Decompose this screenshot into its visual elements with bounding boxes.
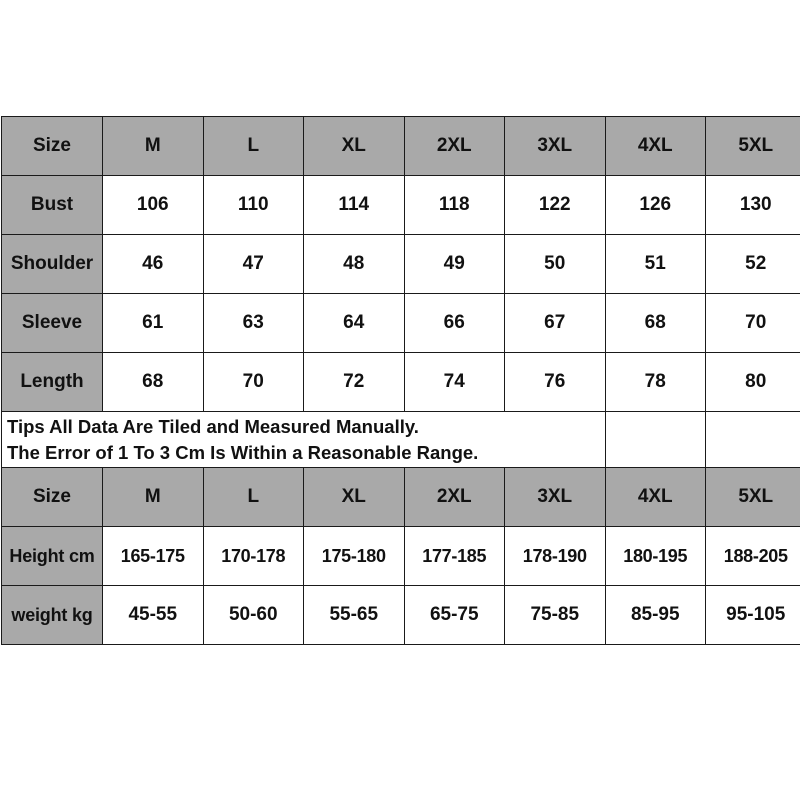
table-cell: 51 [605,235,706,294]
tips-line-1: Tips All Data Are Tiled and Measured Manually. [7,416,419,437]
table-cell: 170-178 [203,527,304,586]
table-cell: 67 [505,294,606,353]
sleeve-row [2,294,800,353]
table-cell: 70 [203,353,304,412]
table-cell: 80 [706,353,800,412]
table-cell: 165-175 [103,527,204,586]
size-header-cell: 5XL [706,468,800,527]
table-cell: 180-195 [605,527,706,586]
table-cell: 68 [605,294,706,353]
size-header-cell: M [103,117,204,176]
table-cell: 175-180 [304,527,405,586]
table-cell: 178-190 [505,527,606,586]
table-cell: 130 [706,176,800,235]
tips-row [2,412,800,469]
table-cell: 110 [203,176,304,235]
table-cell: 78 [605,353,706,412]
table-cell: 64 [304,294,405,353]
size-header-label: Size [2,468,103,527]
row-label: Sleeve [2,294,103,353]
length-row [2,353,800,412]
empty-cell [706,412,800,469]
table-cell: 49 [404,235,505,294]
height-row [2,527,800,586]
table-cell: 114 [304,176,405,235]
table-cell: 61 [103,294,204,353]
table-cell: 45-55 [103,586,204,645]
size-header-row [2,117,800,176]
table-cell: 72 [304,353,405,412]
shoulder-row [2,235,800,294]
size-header-cell: 4XL [605,117,706,176]
size-header-cell: XL [304,468,405,527]
table-cell: 118 [404,176,505,235]
table-cell: 122 [505,176,606,235]
table-cell: 50 [505,235,606,294]
size-header-cell: XL [304,117,405,176]
size-header-cell: 5XL [706,117,800,176]
row-label: Bust [2,176,103,235]
tips-line-2: The Error of 1 To 3 Cm Is Within a Reasonable Range. [7,442,479,463]
table-cell: 46 [103,235,204,294]
size-header-cell: L [203,117,304,176]
size-header-cell: 3XL [505,468,606,527]
table-cell: 106 [103,176,204,235]
table-cell: 55-65 [304,586,405,645]
bust-row [2,176,800,235]
size-header-label: Size [2,117,103,176]
table-cell: 52 [706,235,800,294]
table-cell: 76 [505,353,606,412]
table-cell: 50-60 [203,586,304,645]
measurement-table [1,116,800,469]
table-cell: 63 [203,294,304,353]
table-cell: 48 [304,235,405,294]
size-header-cell: 4XL [605,468,706,527]
table-cell: 70 [706,294,800,353]
row-label: weight kg [2,586,103,645]
row-label: Height cm [2,527,103,586]
row-label: Shoulder [2,235,103,294]
table-cell: 74 [404,353,505,412]
table-cell: 85-95 [605,586,706,645]
empty-cell [605,412,706,469]
table-cell: 47 [203,235,304,294]
tips-note [2,412,606,469]
table-cell: 188-205 [706,527,800,586]
size-header-cell: L [203,468,304,527]
size-header-cell: 3XL [505,117,606,176]
size-header-cell: M [103,468,204,527]
table-cell: 126 [605,176,706,235]
table-cell: 75-85 [505,586,606,645]
row-label: Length [2,353,103,412]
recommendation-table [1,467,800,645]
size-header-cell: 2XL [404,117,505,176]
table-cell: 66 [404,294,505,353]
size-header-cell: 2XL [404,468,505,527]
table-cell: 68 [103,353,204,412]
table-cell: 177-185 [404,527,505,586]
weight-row [2,586,800,645]
table-cell: 95-105 [706,586,800,645]
table-cell: 65-75 [404,586,505,645]
size-header-row [2,468,800,527]
